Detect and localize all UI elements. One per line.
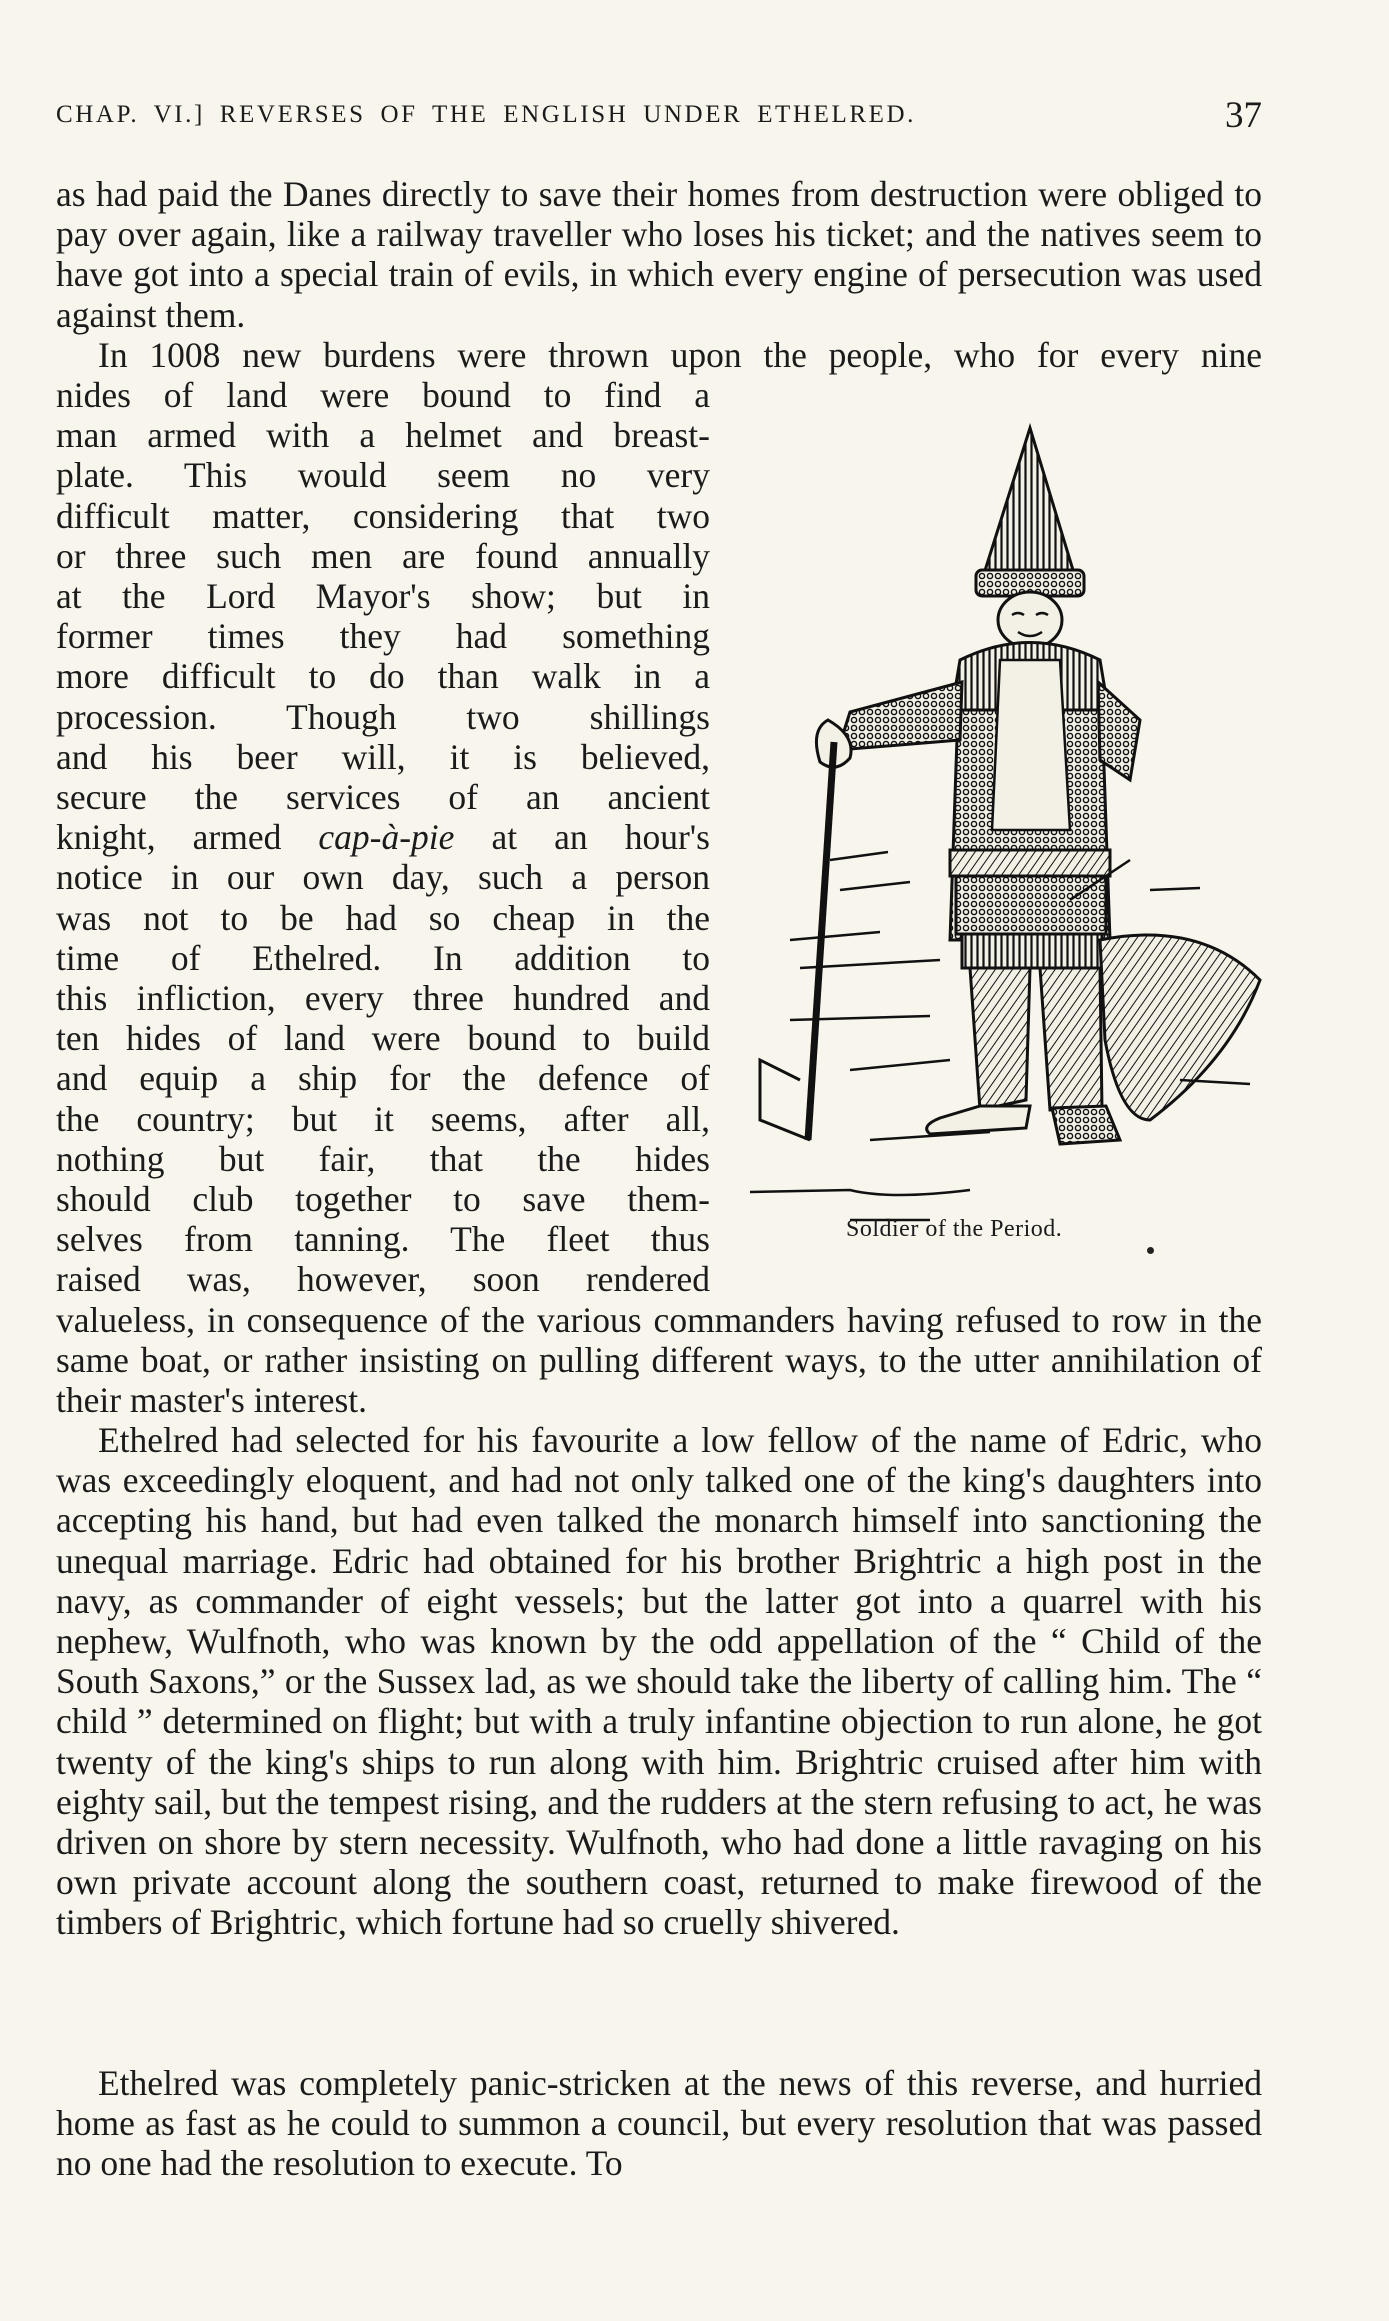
page-number: 37 <box>1225 94 1262 136</box>
paragraph-2-first-line: In 1008 new burdens were thrown upon the people, who for every nine <box>98 335 1262 375</box>
paragraph-1: as had paid the Danes directly to save their homes from destruction were obliged to pay over again, like a railway traveller who loses his ticket; and the natives seem to have got into a special train of evils, in which every engine of persecution was used against them. <box>56 174 1262 335</box>
figure-caption: Soldier of the Period. <box>846 1216 1063 1242</box>
paragraph-2-column-b: at an hour's notice in our own day, such a person was not to be had so cheap in the time of Ethelred. In addition to this infliction, every three hundred and ten hides of land were bound to build and equip a ship for the defence of the country; but it seems, after all, nothing but fair, that the hides should club together to save them- selves from tanning. The fleet thus raised was, however, soon rendered <box>56 817 710 1300</box>
soldier-illustration <box>730 420 1270 1240</box>
printer-dot <box>1147 1247 1154 1254</box>
italic-phrase: cap-à-pie <box>318 817 455 858</box>
paragraph-2-rest: valueless, in consequence of the various commanders having refused to row in the same boat, or rather insisting on pulling different ways, to the utter annihilation of their master's interest. <box>56 1300 1262 1421</box>
running-header <box>56 92 1262 138</box>
paragraph-2-column <box>56 375 710 1300</box>
paragraph-3: Ethelred had selected for his favourite a low fellow of the name of Edric, who was exceedingly eloquent, and had not only talked one of the king's daughters into accepting his hand, but had even talked the monarch himself into sanctioning the unequal marriage. Edric had obtained for his brother Brightric a high post in the navy, as commander of eight vessels; but the latter got into a quarrel with his nephew, Wulfnoth, who was known by the odd appellation of the “ Child of the South Saxons,” or the Sussex lad, as we should take the liberty of calling him. The “ child ” determined on flight; but with a truly infantine objection to run alone, he got twenty of the king's ships to run along with him. Brightric cruised after him with eighty sail, but the tempest rising, and the rudders at the stern refusing to act, he was driven on shore by stern necessity. Wulfnoth, who had done a little ravaging on his own private account along the southern coast, returned to make firewood of the timbers of Brightric, which fortune had so cruelly shivered. <box>56 1420 1262 1943</box>
paragraph-4: Ethelred was completely panic-stricken at the news of this reverse, and hurried home as fast as he could to summon a council, but every resolution that was passed no one had the resolution to execute. To <box>56 2063 1262 2184</box>
running-head: CHAP. VI.] REVERSES OF THE ENGLISH UNDER ETHELRED. <box>56 101 916 128</box>
paragraph-2-column-a: nides of land were bound to find a man armed with a helmet and breast- plate. This would seem no very difficult matter, considering that two or three such men are found annually at the Lord Mayor's show; but in former times they had something more difficult to do than walk in a procession. Though two shillings and his beer will, it is believed, secure the services of an ancient knight, armed <box>56 375 710 858</box>
